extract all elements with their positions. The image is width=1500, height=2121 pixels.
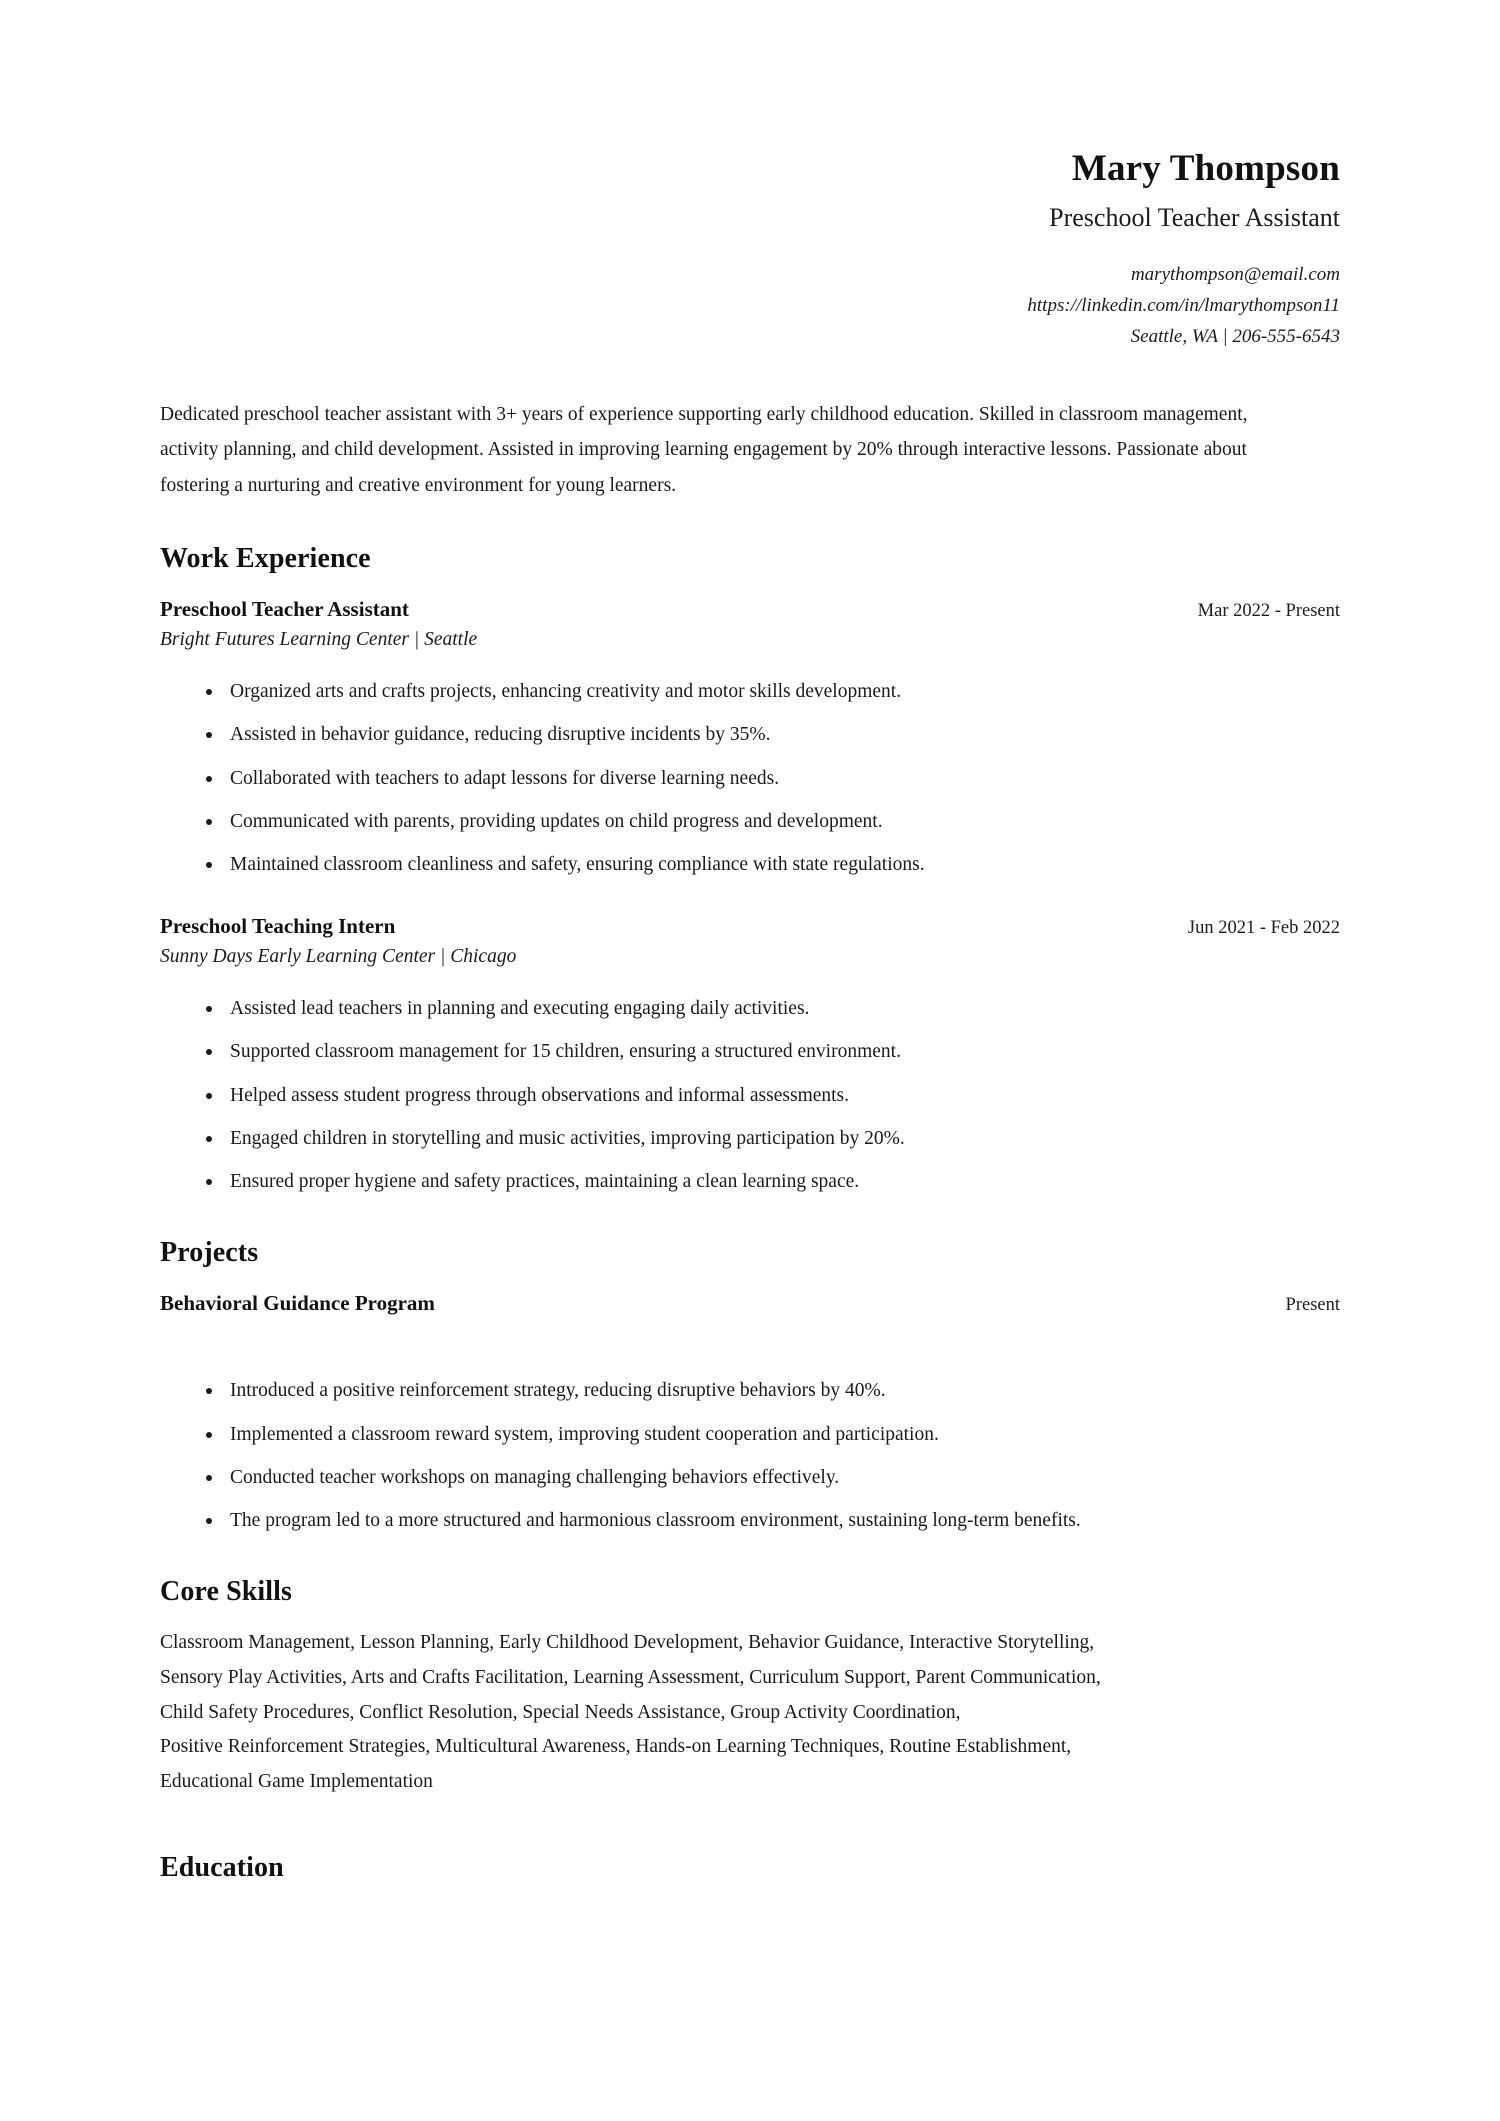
list-item: Communicated with parents, providing updates on child progress and development. (204, 807, 1340, 837)
contact-block (160, 260, 1340, 352)
experience-bullet-list (160, 677, 1340, 880)
list-item: Conducted teacher workshops on managing challenging behaviors effectively. (204, 1463, 1340, 1493)
core-skills-line: Child Safety Procedures, Conflict Resolution, Special Needs Assistance, Group Activity Coordination, (160, 1701, 961, 1723)
core-skills-line: Classroom Management, Lesson Planning, Early Childhood Development, Behavior Guidance, Interactive Storytelling, (160, 1632, 1095, 1654)
list-item: Introduced a positive reinforcement strategy, reducing disruptive behaviors by 40%. (204, 1376, 1340, 1406)
section-title-core-skills: Core Skills (160, 1576, 293, 1608)
section-title-education: Education (160, 1851, 284, 1883)
list-item: Implemented a classroom reward system, improving student cooperation and participation. (204, 1420, 1340, 1450)
list-item: Engaged children in storytelling and music activities, improving participation by 20%. (204, 1124, 1340, 1154)
experience-role: Preschool Teaching Intern (160, 914, 396, 939)
project-spacer (160, 1316, 1340, 1350)
core-skills-line: Positive Reinforcement Strategies, Multicultural Awareness, Hands-on Learning Techniques, Routine Establishment, (160, 1736, 1072, 1758)
candidate-name: Mary Thompson (1071, 148, 1340, 189)
project-name: Behavioral Guidance Program (160, 1291, 435, 1316)
experience-entry (160, 914, 1340, 1197)
core-skills-list (160, 1626, 1290, 1800)
experience-date: Mar 2022 - Present (1197, 601, 1340, 622)
experience-role: Preschool Teacher Assistant (160, 597, 409, 622)
experience-entry (160, 597, 1340, 880)
project-date: Present (1285, 1295, 1340, 1316)
experience-bullet-list (160, 994, 1340, 1197)
core-skills-line: Sensory Play Activities, Arts and Crafts Facilitation, Learning Assessment, Curriculum Support, Parent Communication, (160, 1666, 1101, 1688)
contact-location-phone: Seattle, WA | 206-555-6543 (1130, 325, 1340, 347)
list-item: Assisted lead teachers in planning and executing engaging daily activities. (204, 994, 1340, 1024)
list-item: Ensured proper hygiene and safety practices, maintaining a clean learning space. (204, 1167, 1340, 1197)
list-item: Assisted in behavior guidance, reducing disruptive incidents by 35%. (204, 720, 1340, 750)
section-core-skills (160, 1576, 1340, 1800)
list-item: Collaborated with teachers to adapt lessons for diverse learning needs. (204, 764, 1340, 794)
experience-entry-header (160, 597, 1340, 622)
section-title-work-experience: Work Experience (160, 543, 371, 575)
list-item: Organized arts and crafts projects, enhancing creativity and motor skills development. (204, 677, 1340, 707)
professional-summary: Dedicated preschool teacher assistant with 3+ years of experience supporting early childhood education. Skilled in classroom management, activity planning, and child development. Assisted in improving learning engagement by 20% through interactive lessons. Passionate about fostering a nurturing and creative environment for young learners. (160, 403, 1248, 496)
section-projects (160, 1237, 1340, 1536)
project-bullet-list (160, 1376, 1340, 1536)
core-skills-line: Educational Game Implementation (160, 1770, 433, 1792)
project-entry-header (160, 1291, 1340, 1316)
contact-email[interactable]: marythompson@email.com (1130, 264, 1340, 286)
experience-organization: Sunny Days Early Learning Center | Chicago (160, 946, 517, 968)
section-work-experience (160, 543, 1340, 1197)
list-item: Supported classroom management for 15 children, ensuring a structured environment. (204, 1037, 1340, 1067)
resume-header (160, 0, 1340, 353)
contact-linkedin[interactable]: https://linkedin.com/in/lmarythompson11 (1027, 295, 1340, 317)
project-entry (160, 1291, 1340, 1536)
list-item: Helped assess student progress through observations and informal assessments. (204, 1081, 1340, 1111)
experience-date: Jun 2021 - Feb 2022 (1187, 918, 1340, 939)
section-title-projects: Projects (160, 1237, 259, 1269)
experience-entry-header (160, 914, 1340, 939)
list-item: Maintained classroom cleanliness and safety, ensuring compliance with state regulations. (204, 850, 1340, 880)
candidate-job-title: Preschool Teacher Assistant (1049, 202, 1340, 232)
list-item: The program led to a more structured and harmonious classroom environment, sustaining long-term benefits. (204, 1506, 1340, 1536)
section-education (160, 1852, 1340, 1884)
experience-organization: Bright Futures Learning Center | Seattle (160, 629, 478, 651)
